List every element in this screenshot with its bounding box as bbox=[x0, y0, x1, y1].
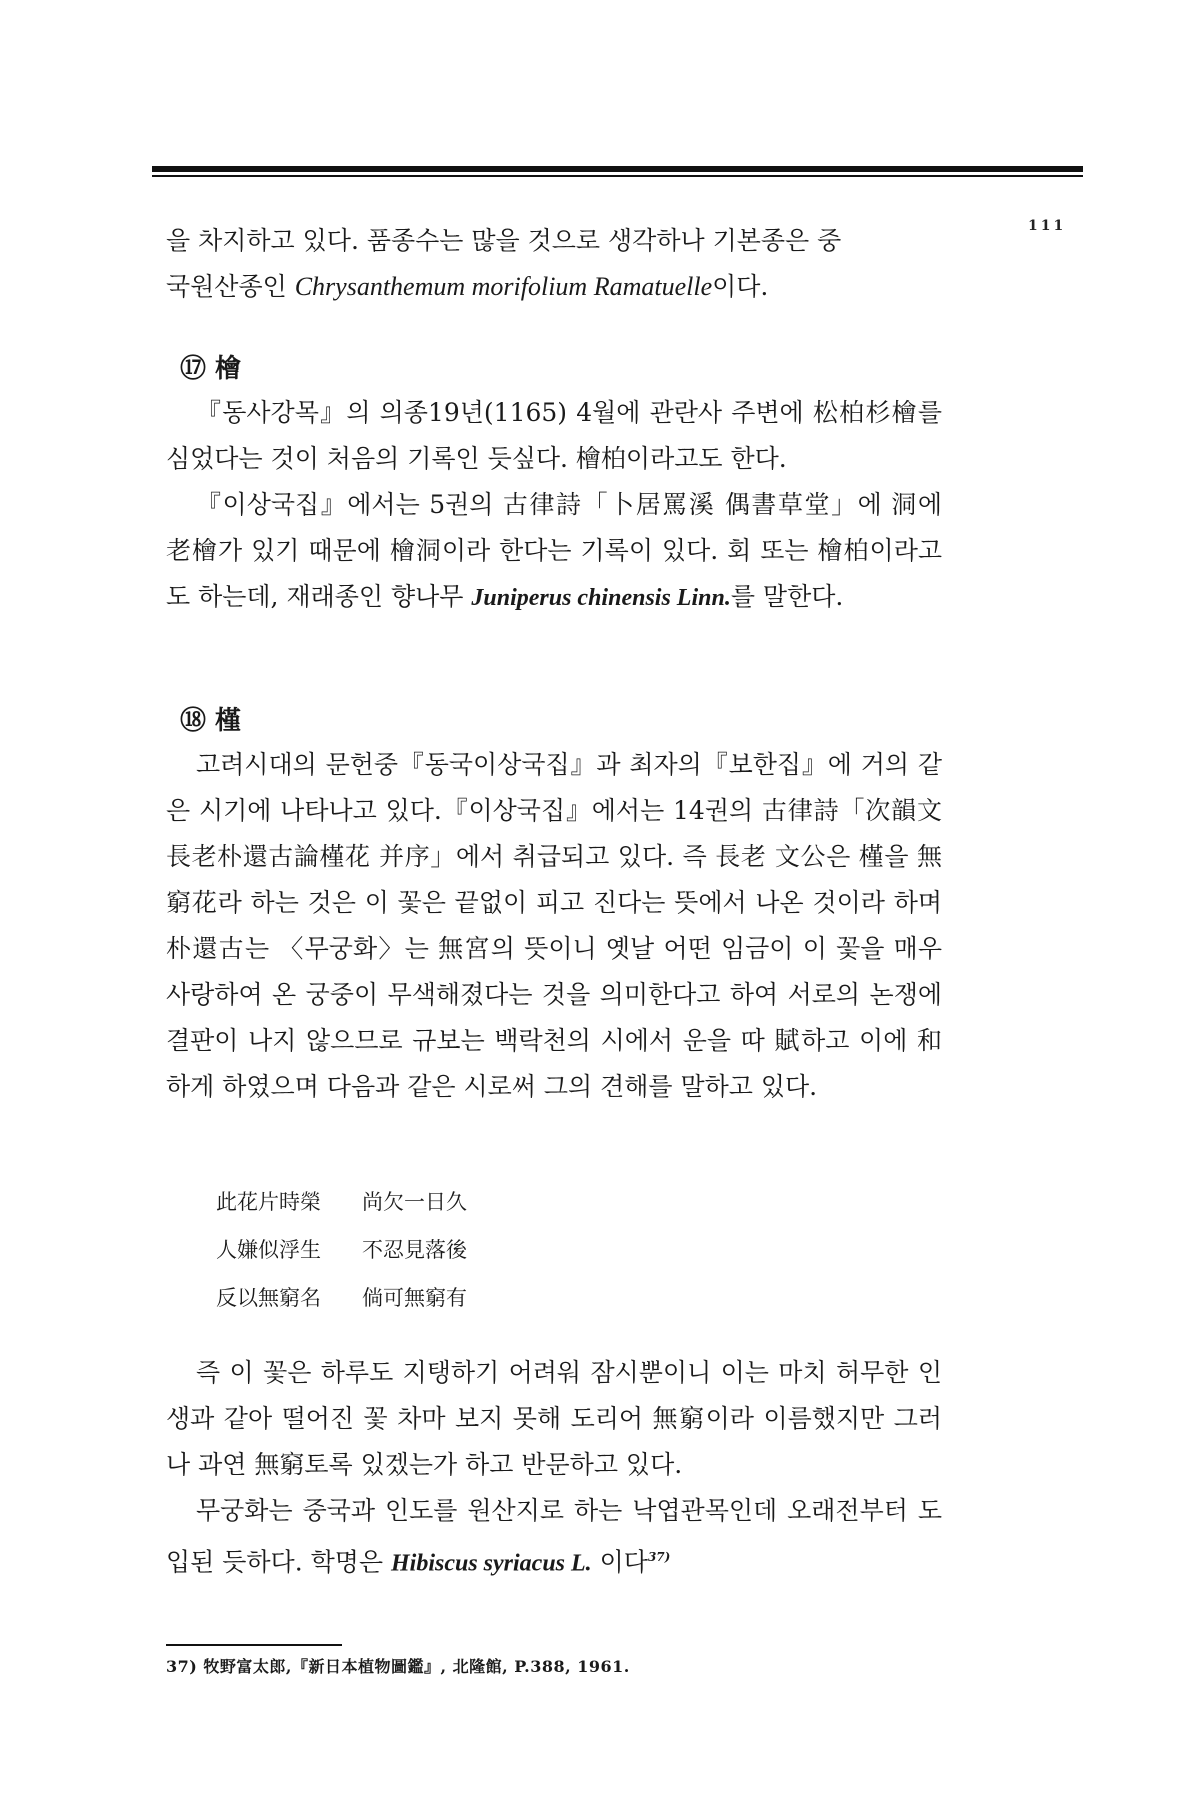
section-18-body bbox=[166, 742, 942, 1110]
section-17-paragraph-2-end: 를 말한다. bbox=[730, 582, 844, 611]
poem-line-first-half: 此花片時榮 bbox=[216, 1190, 321, 1214]
header-rule-thin bbox=[152, 175, 1083, 177]
section-17-latin-name: Juniperus chinensis Linn. bbox=[471, 585, 731, 611]
section-18-heading: ⑱ 槿 bbox=[180, 706, 242, 736]
section-17-paragraph-1: 『동사강목』의 의종19년(1165) 4월에 관란사 주변에 松柏杉檜를 심었다는 것이 처음의 기록인 듯싶다. 檜柏이라고도 한다. bbox=[166, 398, 942, 473]
poem-line-first-half: 反以無窮名 bbox=[216, 1286, 321, 1310]
closing-body bbox=[166, 1350, 942, 1586]
footnote: 37) 牧野富太郎,『新日本植物圖鑑』, 北隆館, P.388, 1961. bbox=[166, 1657, 630, 1676]
section-17-paragraph-2-text: 『이상국집』에서는 5권의 古律詩「卜居罵溪 偶書草堂」에 洞에 老檜가 있기 때문에 檜洞이라 한다는 기록이 있다. 회 또는 檜柏이라고도 하는데, 재래종인 향나무 bbox=[166, 490, 942, 611]
poem-line-second-half: 尚欠一日久 bbox=[362, 1190, 467, 1214]
intro-line-1: 을 차지하고 있다. 품종수는 많을 것으로 생각하나 기본종은 중 bbox=[166, 226, 842, 255]
poem-line bbox=[216, 1178, 467, 1226]
poem-line-second-half: 倘可無窮有 bbox=[362, 1286, 467, 1310]
header-rule-thick bbox=[152, 166, 1083, 172]
section-17-body bbox=[166, 390, 942, 621]
intro-line-2-prefix: 국원산종인 bbox=[166, 272, 295, 301]
intro-line-2 bbox=[166, 264, 942, 310]
intro-latin-name: Chrysanthemum morifolium Ramatuelle bbox=[294, 272, 713, 301]
section-17-paragraph-2 bbox=[166, 482, 942, 621]
closing-latin-name: Hibiscus syriacus L. bbox=[391, 1550, 592, 1577]
closing-paragraph-2 bbox=[166, 1488, 942, 1586]
footnote-marker: 37) bbox=[647, 1550, 671, 1564]
closing-paragraph-2-text: 무궁화는 중국과 인도를 원산지로 하는 낙엽관목인데 오래전부터 도입된 듯하다. 학명은 bbox=[166, 1496, 942, 1577]
closing-paragraph-2-end: 이다 bbox=[591, 1547, 648, 1577]
poem-line-first-half: 人嫌似浮生 bbox=[216, 1238, 321, 1262]
poem-line bbox=[216, 1274, 467, 1322]
page-number: 111 bbox=[1028, 218, 1067, 234]
section-17-heading: ⑰ 檜 bbox=[180, 354, 242, 384]
poem-line bbox=[216, 1226, 467, 1274]
poem bbox=[216, 1178, 467, 1322]
footnote-rule bbox=[166, 1644, 342, 1646]
poem-line-second-half: 不忍見落後 bbox=[362, 1238, 467, 1262]
closing-paragraph-1: 즉 이 꽃은 하루도 지탱하기 어려워 잠시뿐이니 이는 마치 허무한 인생과 같아 떨어진 꽃 차마 보지 못해 도리어 無窮이라 이름했지만 그러나 과연 無窮토록 있겠는가 하고 반문하고 있다. bbox=[166, 1358, 942, 1479]
intro-paragraph bbox=[166, 218, 942, 310]
section-18-paragraph-1: 고려시대의 문헌중『동국이상국집』과 최자의『보한집』에 거의 같은 시기에 나타나고 있다.『이상국집』에서는 14권의 古律詩「次韻文長老朴還古論槿花 并序」에서 취급되고 있다. 즉 長老 文公은 槿을 無窮花라 하는 것은 이 꽃은 끝없이 피고 진다는 뜻에서 나온 것이라 하며 朴還古는 〈무궁화〉는 無宮의 뜻이니 옛날 어떤 임금이 이 꽃을 매우 사랑하여 온 궁중이 무색해졌다는 것을 의미한다고 하여 서로의 논쟁에 결판이 나지 않으므로 규보는 백락천의 시에서 운을 따 賦하고 이에 和하게 하였으며 다음과 같은 시로써 그의 견해를 말하고 있다. bbox=[166, 750, 942, 1101]
intro-line-2-suffix: 이다. bbox=[712, 272, 769, 301]
